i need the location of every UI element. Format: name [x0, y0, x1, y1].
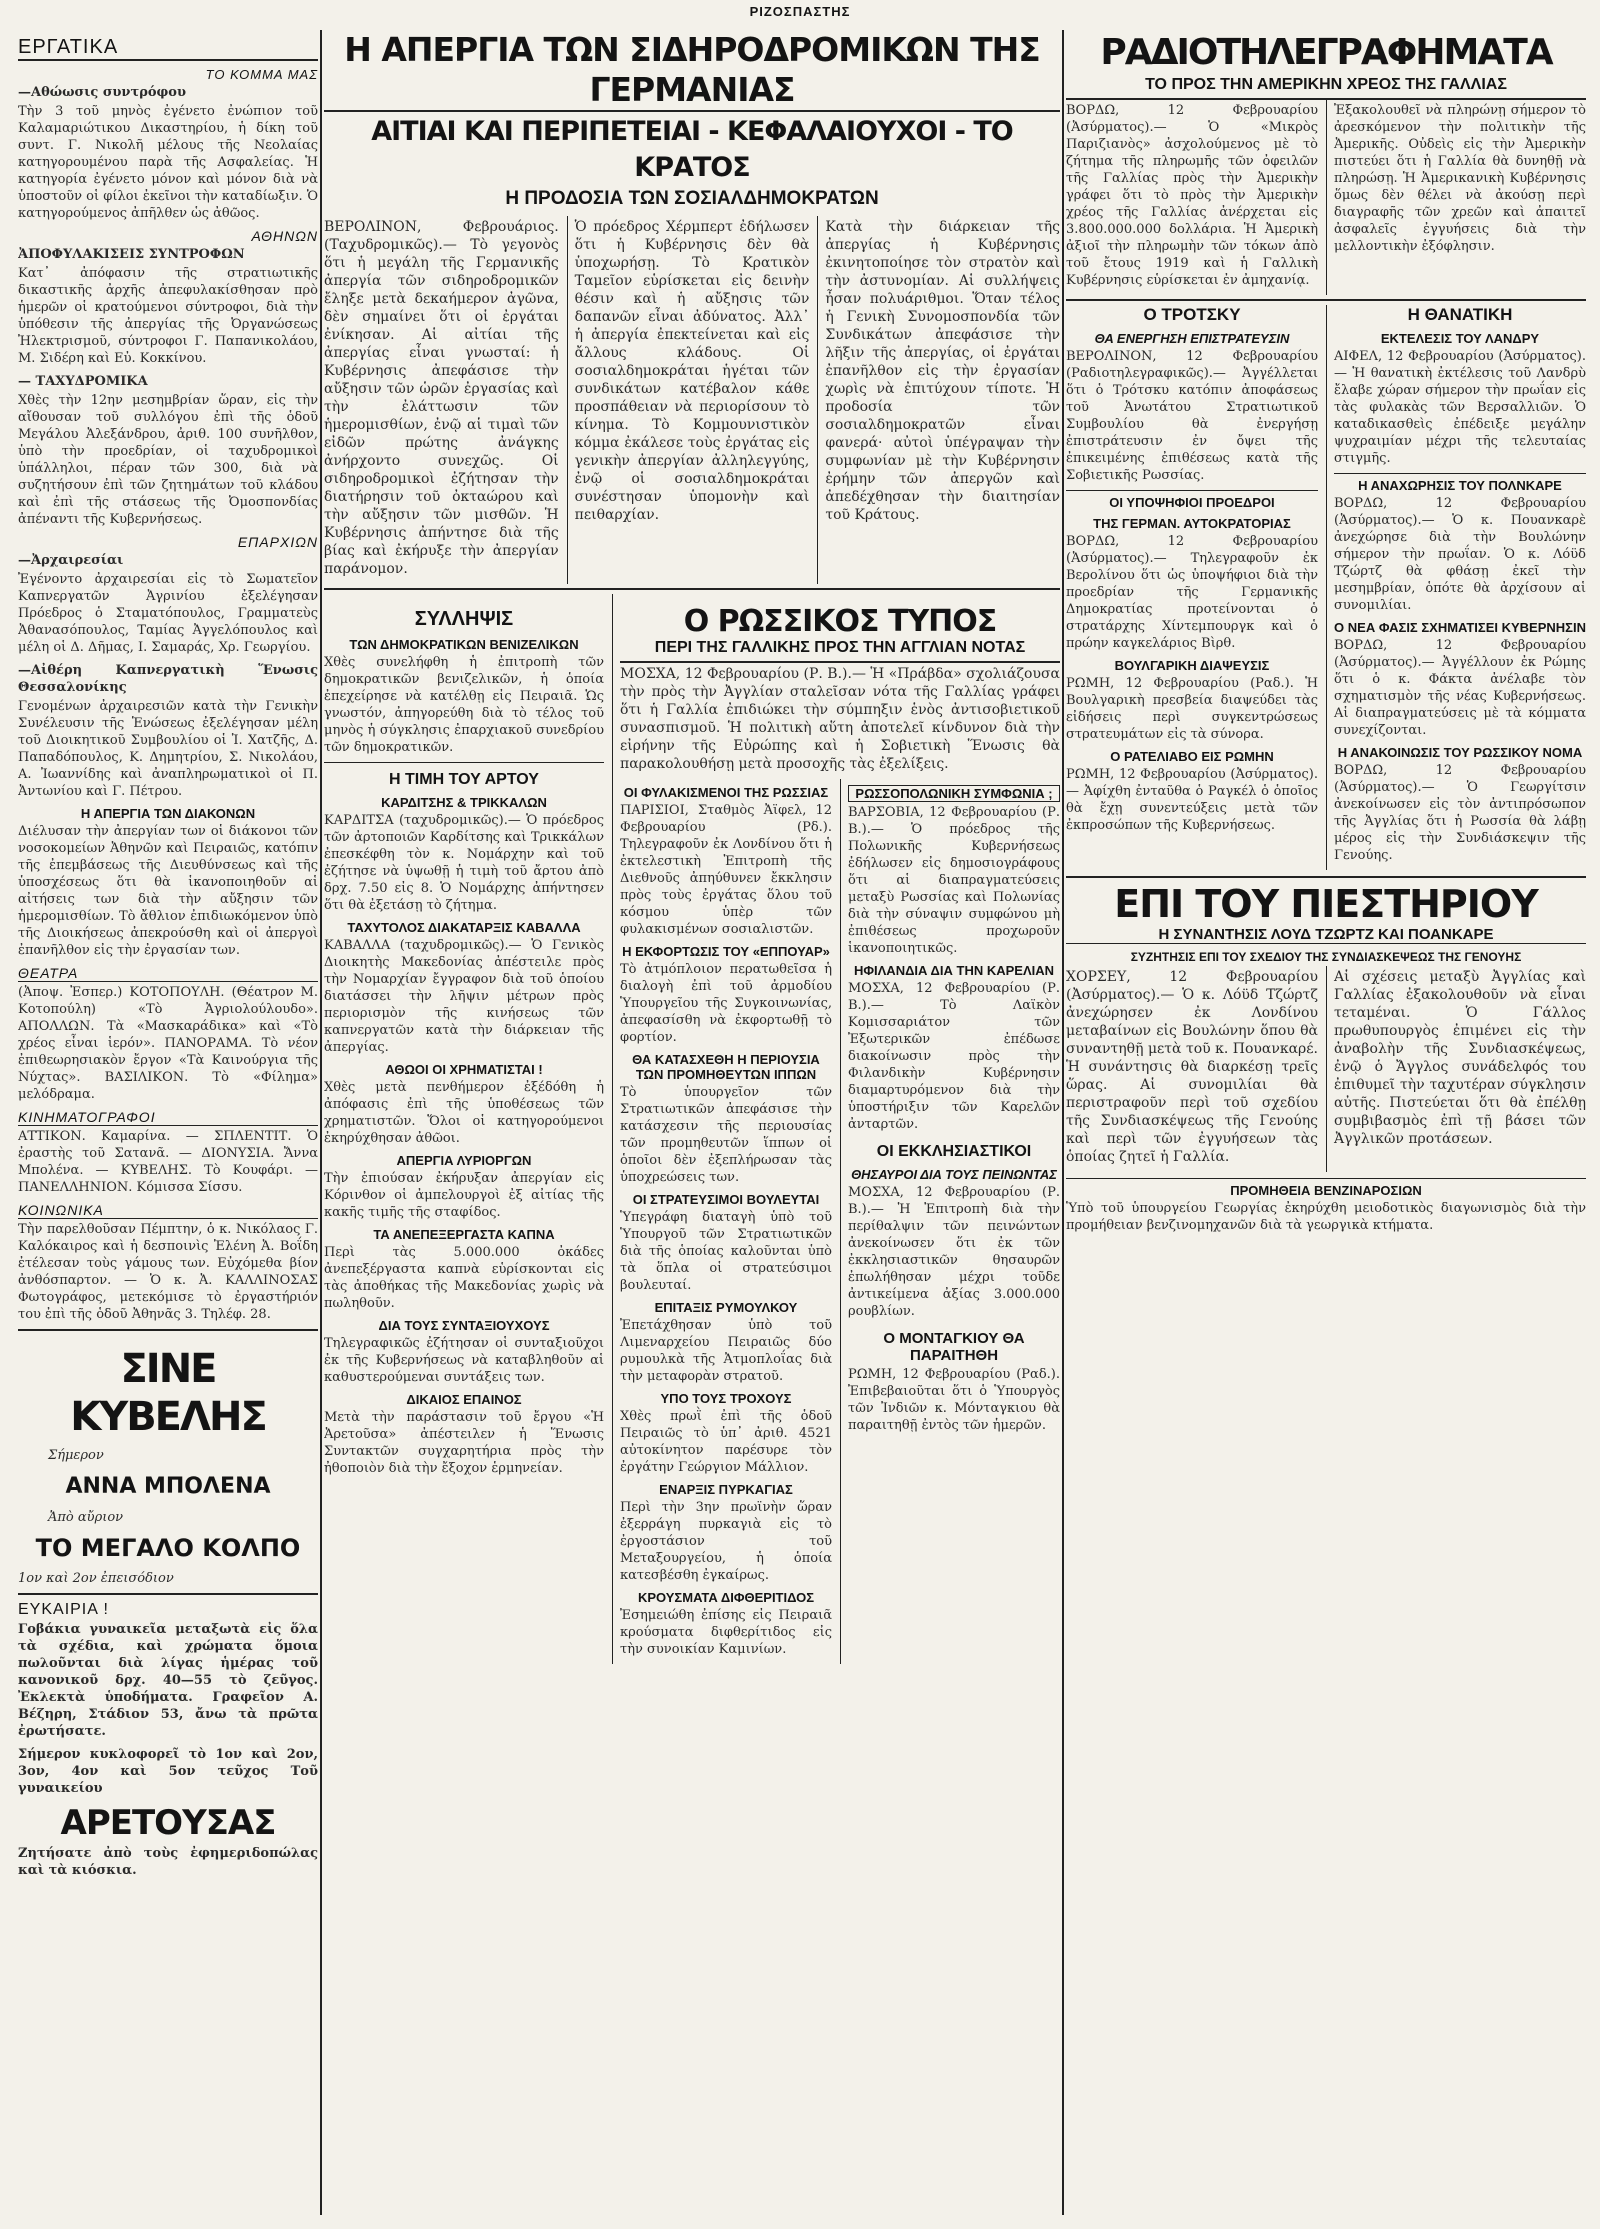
- article-text: Περὶ τὴν 3ην πρωϊνὴν ὥραν ἐξερράγη πυρκαγιὰ εἰς τὸ ἐργοστάσιον τοῦ Μεταξουργείου, ἡ ὁποία κατεσβέσθη ἐγκαίρως.: [620, 1500, 832, 1583]
- heading-epainos: ΔΙΚΑΙΟΣ ΕΠΑΙΝΟΣ: [406, 1392, 522, 1407]
- center-column: [324, 30, 1060, 2220]
- article-text: ΡΩΜΗ, 12 Φεβρουαρίου (Ραδ.). Ἐπιβεβαιοῦται ὅτι ὁ Ὑπουργὸς τῶν Ἰνδιῶν κ. Μόνταγκιου θὰ παραιτηθῇ ἐντὸς τῶν ἡμερῶν.: [848, 1367, 1060, 1433]
- article-text: ΧΟΡΣΕΥ, 12 Φεβρουαρίου (Ἀσύρματος).— Ὁ κ. Λόϋδ Τζώρτζ ἀνεχώρησεν ἐκ Λονδίνου μεταβαίνων εἰς Βουλώνην ὅπου θὰ συναντηθῇ μετὰ τοῦ κ. Πουανκαρέ. Ἡ συνάντησις θὰ διαρκέσῃ τρεῖς ὥρας. Αἱ συνομιλίαι θὰ περιστραφοῦν περὶ τοῦ σχεδίου τῆς Συνδιασκέψεως τῆς Γενούης καὶ περὶ τῶν ἐγγυήσεων τὰς ὁποίας ζητεῖ ἡ Γαλλία.: [1066, 969, 1318, 1165]
- article-text: ΚΑΡΔΙΤΣΑ (ταχυδρομικῶς).— Ὁ πρόεδρος τῶν ἀρτοποιῶν Καρδίτσης καὶ Τρικκάλων ἐπεσκέφθη τὸν κ. Νομάρχην καὶ τοῦ ἐζήτησε νὰ ὑψωθῇ ἡ τιμὴ τοῦ ἄρτου ἀπὸ δρχ. 7.50 εἰς 8. Ὁ Νομάρχης ἀπήντησεν ὅτι θὰ ἐξετάσῃ τὸ ζήτημα.: [324, 813, 604, 913]
- article-text: Ὁ πρόεδρος Χέρμπερτ ἐδήλωσεν ὅτι ἡ Κυβέρνησις δὲν θὰ ὑποχωρήσῃ. Τὸ Κρατικὸν Ταμεῖον εὑρίσκεται εἰς δεινὴν θέσιν καὶ ἡ αὔξησις τῶν δαπανῶν εἶναι ἀδύνατος. Ἀλλ᾽ ἡ ἀπεργία ἐπεκτείνεται καὶ εἰς ἄλλους κλάδους. Οἱ σοσιαλδημοκράται ἡγέται τῶν συνδικάτων κατέβαλον κάθε προσπάθειαν νὰ περιορίσουν τὸ κίνημα. Τὸ Κομμουνιστικὸν κόμμα ἐκάλεσε τοὺς ἐργάτας εἰς γενικὴν ἀπεργίαν ἀλληλεγγύης, ἐνῷ οἱ σοσιαλδημοκράται συνέστησαν ὑπομονὴν καὶ πειθαρχίαν.: [574, 219, 810, 523]
- article-text: Γοβάκια γυναικεῖα μεταξωτὰ εἰς ὅλα τὰ σχέδια, καὶ χρώματα ὅμοια πωλοῦνται διὰ λίγας ἡμέρας τοῦ κανονικοῦ δρχ. 40—55 τὸ ζεῦγος. Ἐκλεκτὰ ὑποδήματα. Γραφεῖον Α. Βέζηρη, Στάδιον 53, ἄνω τὰ πρῶτα ἐρωτήσατε.: [18, 1622, 318, 1739]
- article-text: ΚΑΒΑΛΛΑ (ταχυδρομικῶς).— Ὁ Γενικὸς Διοικητὴς Μακεδονίας ἀπέστειλε πρὸς τὴν Νομαρχίαν ἔγγραφον διὰ τοῦ ὁποίου διατάσσει τὴν λῆψιν μέτρων πρὸς περιορισμὸν τῆς κινήσεως τῶν καπνεργατῶν κατὰ τὴν διάρκειαν τῆς ἀπεργίας.: [324, 938, 604, 1055]
- heading-komma: ΤΟ ΚΟΜΜΑ ΜΑΣ: [205, 67, 318, 82]
- article-text: ΒΟΡΔΩ, 12 Φεβρουαρίου (Ἀσύρματος).— Ἀγγέλλουν ἐκ Ρώμης ὅτι ὁ κ. Φάκτα ἀνέλαβε τὸν σχηματισμὸν τῆς νέας Κυβερνήσεως. Αἱ διαπραγματεύσεις μὲ τὰ κόμματα συνεχίζονται.: [1334, 638, 1586, 738]
- article-text: Γενομένων ἀρχαιρεσιῶν κατὰ τὴν Γενικὴν Συνέλευσιν τῆς Ἑνώσεως ἐξελέγησαν μέλη τοῦ Διοικητικοῦ Συμβουλίου οἱ Ἰ. Χατζῆς, Δ. Παπαδόπουλος, Κ. Δημητρίου, Σ. Νικολάου, Α. Ἰωαννίδης καὶ ἀναπληρωματικοὶ οἱ Π. Ἀντωνίου καὶ Γ. Πέτρου.: [18, 699, 318, 799]
- subheading: ΤΗΣ ΓΕΡΜΑΝ. ΑΥΤΟΚΡΑΤΟΡΙΑΣ: [1093, 516, 1291, 531]
- heading-ekklisiastikoi: ΟΙ ΕΚΚΛΗΣΙΑΣΤΙΚΟΙ: [876, 1143, 1032, 1160]
- article-text: ΒΟΡΔΩ, 12 Φεβρουαρίου (Ἀσύρματος).— Ὁ κ. Πουανκαρὲ ἀνεχώρησε διὰ τὴν Βουλώνην σήμερον τὴν πρωΐαν. Ὁ κ. Λόϋδ Τζώρτζ θὰ φθάσῃ ἐκεῖ τὴν μεσημβρίαν, ὁπότε θὰ ἀρχίσουν αἱ συνομιλίαι.: [1334, 496, 1586, 613]
- divider: [324, 762, 604, 763]
- heading-thanatiki: Η ΘΑΝΑΤΙΚΗ: [1407, 305, 1513, 324]
- article-text: ΒΑΡΣΟΒΙΑ, 12 Φεβρουαρίου (Ρ. Β.).— Ὁ πρόεδρος τῆς Πολωνικῆς Κυβερνήσεως ἐδήλωσεν εἰς δημοσιογράφους ὅτι αἱ διαπραγματεύσεις μεταξὺ Ρωσσίας καὶ Πολωνίας διὰ τὴν σύναψιν συμφώνου μὴ ἐπιθέσεως προχωροῦν ἱκανοποιητικῶς.: [848, 805, 1060, 956]
- section-kinimatografoi: ΚΙΝΗΜΑΤΟΓΡΑΦΟΙ: [18, 1109, 318, 1126]
- article-text: ΡΩΜΗ, 12 Φεβρουαρίου (Ἀσύρματος).— Ἀφίχθη ἐνταῦθα ὁ Ραγκέλ ὁ ὁποῖος θὰ ἔχῃ συνεντεύξεις μετὰ τῶν ἐκπροσώπων τῆς Κυβερνήσεως.: [1066, 767, 1318, 833]
- cinema-ad-title: ΣΙΝΕ ΚΥΒΕΛΗΣ: [70, 1346, 266, 1440]
- article-text: ΡΩΜΗ, 12 Φεβρουαρίου (Ραδ.). Ἡ Βουλγαρικὴ πρεσβεία διαψεύδει τὰς εἰδήσεις περὶ συγκεντρώσεως στρατευμάτων εἰς τὰ σύνορα.: [1066, 676, 1318, 742]
- heading-rateliavo: Ο ΡΑΤΕΛΙΑΒΟ ΕΙΣ ΡΩΜΗΝ: [1110, 749, 1274, 764]
- article-text: Αἱ σχέσεις μεταξὺ Ἀγγλίας καὶ Γαλλίας ἐξακολουθοῦν νὰ εἶναι τεταμέναι. Ὁ Γάλλος πρωθυπουργὸς ἐπιμένει εἰς τὴν ἀναβολὴν τῆς Συνδιασκέψεως, ἐνῷ ὁ Ἄγγλος συνάδελφός του ἐπιθυμεῖ τὴν ταχυτέραν σύγκλησιν αὐτῆς. Πιστεύεται ὅτι θὰ ἐπέλθῃ συμβιβασμὸς ἐπὶ τῇ βάσει τῶν Ἀγγλικῶν προτάσεων.: [1334, 969, 1586, 1147]
- article-text: Τὸ ὑπουργεῖον τῶν Στρατιωτικῶν ἀπεφάσισε τὴν κατάσχεσιν τῆς περιουσίας τῶν προμηθευτῶν ἵππων οἱ ὁποῖοι δὲν ἐξεπλήρωσαν τὰς ὑποχρεώσεις των.: [620, 1085, 832, 1185]
- heading-athoi: ΑΘΩΟΙ ΟΙ ΧΡΗΜΑΤΙΣΤΑΙ !: [385, 1062, 543, 1077]
- article-text: ΠΑΡΙΣΙΟΙ, Σταθμὸς Ἀϊφελ, 12 Φεβρουαρίου (Ρδ.). Τηλεγραφοῦν ἐκ Λονδίνου ὅτι ἡ ἐκτελεστικὴ Ἐπιτροπὴ τῆς Διεθνοῦς ἀπηύθυνεν ἔκκλησιν πρὸς τοὺς ἐργάτας ὅλου τοῦ κόσμου ὑπὲρ τῶν φυλακισμένων σοσιαλιστῶν.: [620, 803, 832, 937]
- lower-center: [324, 594, 1060, 1664]
- article-text: ΒΟΡΔΩ, 12 Φεβρουαρίου (Ἀσύρματος).— Ὁ «Μικρὸς Παριζιανὸς» ἀσχολούμενος μὲ τὸ ζήτημα τῆς πληρωμῆς τῶν ὀφειλῶν τῆς Γαλλίας πρὸς τὴν Ἀμερικὴν γράφει ὅτι τὸ πρὸς τὴν Ἀμερικὴν χρέος τῆς Γαλλίας ἀνέρχεται εἰς 3.800.000.000 δολλάρια. Ἡ Ἀμερικὴ ἀξιοῖ τὴν πληρωμὴν τῶν τόκων ἀπὸ τοῦ ἔτους 1919 καὶ ἡ Γαλλικὴ Κυβέρνησις εὑρίσκεται ἐν ἀμηχανίᾳ.: [1066, 103, 1318, 288]
- article-text: ΒΟΡΔΩ, 12 Φεβρουαρίου (Ἀσύρματος).— Ὁ Γεωργίτσιν ἀνεκοίνωσεν εἰς τὸν ἀντιπρόσωπον τῆς Ἀγγλίας ὅτι ἡ Ρωσσία θὰ λάβῃ μέρος εἰς τὴν Συνδιάσκεψιν τῆς Γενούης.: [1334, 763, 1586, 863]
- amerika-article: [1066, 100, 1586, 295]
- cinema-ad-dates: 1ον καὶ 2ον ἐπεισόδιον: [18, 1571, 174, 1586]
- heading-ypopsifioi: ΟΙ ΥΠΟΨΗΦΙΟΙ ΠΡΟΕΔΡΟΙ: [1066, 490, 1318, 510]
- subheading: ΚΑΡΔΙΤΣΗΣ & ΤΡΙΚΚΑΛΩΝ: [381, 795, 547, 810]
- heading-piestirio: ΕΠΙ ΤΟΥ ΠΙΕΣΤΗΡΙΟΥ: [1114, 882, 1538, 926]
- article-text: ΜΟΣΧΑ, 12 Φεβρουαρίου (Ρ. Β.).— Ἡ «Πράβδα» σχολιάζουσα τὴν πρὸς τὴν Ἀγγλίαν σταλεῖσαν νότα τῆς Γαλλίας γράφει ὅτι ἡ Γαλλία ἐπιδιώκει τὴν σύμπηξιν ἑνὸς ἀντισοβιετικοῦ συνασπισμοῦ. Ἡ πολιτικὴ αὕτη ἀποτελεῖ κίνδυνον διὰ τὴν εἰρήνην τῆς Εὐρώπης καὶ ἡ Σοβιετικὴ Ἕνωσις θὰ παρακολουθήσῃ μετὰ προσοχῆς τὰς ἐξελίξεις.: [620, 666, 1060, 772]
- heading-promitheia: ΠΡΟΜΗΘΕΙΑ ΒΕΝΖΙΝΑΡΟΣΙΩΝ: [1066, 1178, 1586, 1198]
- article-text: ΜΟΣΧΑ, 12 Φεβρουαρίου (Ρ. Β.).— Ἡ Ἐπιτροπὴ διὰ τὴν περίθαλψιν τῶν πεινώντων ἀνεκοίνωσεν ὅτι ἐκ τῶν ἐκκλησιαστικῶν θησαυρῶν ἐπωλήθησαν μέχρι τοῦδε ἀντικείμενα ἀξίας 3.000.000 ρουβλίων.: [848, 1185, 1060, 1319]
- heading-eparchion: ΕΠΑΡΧΙΩΝ: [237, 534, 318, 550]
- heading-syntaxiouchoi: ΔΙΑ ΤΟΥΣ ΣΥΝΤΑΞΙΟΥΧΟΥΣ: [378, 1318, 550, 1333]
- heading-syllipsis: ΣΥΛΛΗΨΙΣ: [414, 608, 514, 630]
- heading-montagou: Ο ΜΟΝΤΑΓΚΙΟΥ ΘΑ ΠΑΡΑΙΤΗΘΗ: [883, 1330, 1025, 1364]
- heading-strateusimoi: ΟΙ ΣΤΡΑΤΕΥΣΙΜΟΙ ΒΟΥΛΕΥΤΑΙ: [632, 1192, 820, 1207]
- article-text: Χθὲς τὴν 12ην μεσημβρίαν ὥραν, εἰς τὴν αἴθουσαν τοῦ συλλόγου ἐπὶ τῆς ὁδοῦ Μεγάλου Ἀλεξάνδρου, ἀριθ. 100 συνῆλθον, ὑπὸ τὴν προεδρίαν, οἱ ταχυδρομικοὶ ὑπάλληλοι, πέραν τῶν 300, διὰ νὰ συζητήσουν ἐπὶ τῶν ζητημάτων τοῦ κλάδου καὶ ἐπὶ τῆς στάσεως τῆς Ὀμοσπονδίας ἀπέναντι τῆς Κυβερνήσεως.: [18, 393, 318, 527]
- article-text: ΜΟΣΧΑ, 12 Φεβρουαρίου (Ρ. Β.).— Τὸ Λαϊκὸν Κομισσαριάτον τῶν Ἐξωτερικῶν ἐπέδωσε διακοίνωσιν πρὸς τὴν Φιλανδικὴν Κυβέρνησιν διαμαρτυρόμενον διὰ τὴν ὑποστήριξιν τῶν Καρελῶν ἀνταρτῶν.: [848, 981, 1060, 1132]
- right-lower: [1066, 305, 1586, 870]
- heading-eykairia: ΕΥΚΑΙΡΙΑ !: [18, 1601, 109, 1618]
- subheading: — ΤΑΧΥΔΡΟΜΙΚΑ: [18, 374, 148, 389]
- subheading: —Αἰθέρη Καπνεργατικὴ Ἕνωσις Θεσσαλονίκης: [18, 663, 318, 695]
- heading-trochoi: ΥΠΟ ΤΟΥΣ ΤΡΟΧΟΥΣ: [660, 1391, 792, 1406]
- subheading: ΣΥΖΗΤΗΣΙΣ ΕΠΙ ΤΟΥ ΣΧΕΔΙΟΥ ΤΗΣ ΣΥΝΔΙΑΣΚΕΨΕΩΣ ΤΗΣ ΓΕΝΟΥΗΣ: [1130, 950, 1522, 964]
- article-text: Χθὲς μετὰ πενθήμερον ἐξέδόθη ἡ ἀπόφασις ἐπὶ τῆς ὑποθέσεως τῶν χρηματιστῶν. Ὅλοι οἱ κατηγορούμενοι ἐκηρύχθησαν ἀθῶοι.: [324, 1080, 604, 1146]
- article-text: ΑΤΤΙΚΟΝ. Καμαρίνα. — ΣΠΛΕΝΤΙΤ. Ὁ ἐραστὴς τοῦ Σατανᾶ. — ΔΙΟΝΥΣΙΑ. Ἄννα Μπολένα. — ΚΥΒΕΛΗΣ. Τὸ Κουφάρι. — ΠΑΝΕΛΛΗΝΙΟΝ. Κόμισσα Σίσσυ.: [18, 1129, 318, 1195]
- article-text: ΑΙΦΕΛ, 12 Φεβρουαρίου (Ἀσύρματος).— Ἡ θανατικὴ ἐκτέλεσις τοῦ Λανδρὺ ἔλαβε χώραν σήμερον τὴν πρωΐαν εἰς τὰς φυλακὰς τῶν Βερσαλλιῶν. Ὁ καταδικασθεὶς ἐπέδειξε μεγάλην ψυχραιμίαν μέχρι τῆς τελευταίας στιγμῆς.: [1334, 349, 1586, 466]
- subheading: ΤΟ ΠΡΟΣ ΤΗΝ ΑΜΕΡΙΚΗΝ ΧΡΕΟΣ ΤΗΣ ΓΑΛΛΙΑΣ: [1066, 76, 1586, 100]
- subheading: ἈΠΟΦΥΛΑΚΙΣΕΙΣ ΣΥΝΤΡΟΦΩΝ: [18, 247, 245, 262]
- heading-filandia: ΗΦΙΛΑΝΔΙΑ ΔΙΑ ΤΗΝ ΚΑΡΕΛΙΑΝ: [853, 963, 1055, 978]
- main-article: [324, 216, 1060, 584]
- left-column: [18, 30, 318, 2220]
- heading-epitaxis: ΕΠΙΤΑΞΙΣ ΡΥΜΟΥΛΚΟΥ: [654, 1300, 798, 1315]
- piestirio-columns: [1066, 966, 1586, 1172]
- article-text: Χθὲς πρωῒ ἐπὶ τῆς ὁδοῦ Πειραιῶς τὸ ὑπ᾽ ἀριθ. 4521 αὐτοκίνητον παρέσυρε τὸν ἐργάτην Γεώργιον Μάλλιον.: [620, 1409, 832, 1475]
- article-text: ΒΟΡΔΩ, 12 Φεβρουαρίου (Ἀσύρματος).— Τηλεγραφοῦν ἐκ Βερολίνου ὅτι ὡς ὑποψήφιοι διὰ τὴν προεδρίαν τῆς Γερμανικῆς Δημοκρατίας προτείνονται ὁ στρατάρχης Χίντεμπουργκ καὶ ὁ πρώην καγκελάριος Βὶρθ.: [1066, 534, 1318, 651]
- subheading: —Ἀρχαιρεσίαι: [18, 553, 124, 568]
- divider: [324, 588, 1060, 590]
- heading-katasxesi: ΘΑ ΚΑΤΑΣΧΕΘΗ Η ΠΕΡΙΟΥΣΙΑ ΤΩΝ ΠΡΟΜΗΘΕΥΤΩΝ ΙΠΠΩΝ: [632, 1052, 820, 1082]
- heading-anachoreseis: Η ΑΝΑΧΩΡΗΣΙΣ ΤΟΥ ΠΟΛΝΚΑΡΕ: [1334, 473, 1586, 493]
- heading-nea-fasis: Ο ΝΕΑ ΦΑΣΙΣ ΣΧΗΜΑΤΙΣΕΙ ΚΥΒΕΡΝΗΣΙΝ: [1334, 620, 1586, 635]
- cinema-ad-today: Σήμερον: [48, 1448, 104, 1463]
- article-text: ΒΕΡΟΛΙΝΟΝ, Φεβρουάριος. (Ταχυδρομικῶς).— Τὸ γεγονὸς ὅτι ἡ μεγάλη τῆς Γερμανικῆς ἀπεργία τῶν σιδηροδρομικῶν ἔληξε μετὰ δεκαήμερον ἀγῶνα, δὲν σημαίνει ὅτι οἱ ἐργάται ἐνίκησαν. Αἱ αἰτίαι τῆς ἀπεργίας εἶναι γνωσταί: ἡ Κυβέρνησις ἀπεφάσισε τὴν αὔξησιν τῶν ὡρῶν ἐργασίας καὶ τὴν ἐλάττωσιν τῶν ἡμερομισθίων, ἐνῷ αἱ τιμαὶ τῶν εἰδῶν πρώτης ἀνάγκης ἀνήρχοντο συνεχῶς. Οἱ σιδηροδρομικοὶ ἐζήτησαν τὴν διατήρησιν τοῦ ὀκταώρου καὶ τὴν αὔξησιν τῶν μισθῶν. Ἡ Κυβέρνησις ἀπήντησε διὰ τῆς βίας καὶ ἐκήρυξε τὴν ἀπεργίαν παράνομον.: [324, 219, 559, 577]
- divider: [18, 1329, 318, 1331]
- cinema-ad-film: ΤΟ ΜΕΓΑΛΟ ΚΟΛΠΟ: [35, 1534, 301, 1562]
- cinema-ad-film: ΑΝΝΑ ΜΠΟΛΕΝΑ: [65, 1474, 271, 1499]
- article-text: Ζητήσατε ἀπὸ τοὺς ἐφημεριδοπώλας καὶ τὰ κιόσκια.: [18, 1846, 318, 1878]
- subheading: ΘΗΣΑΥΡΟΙ ΔΙΑ ΤΟΥΣ ΠΕΙΝΩΝΤΑΣ: [851, 1167, 1057, 1182]
- article-text: Τὴν ἐπιούσαν ἐκήρυξαν ἀπεργίαν εἰς Κόρινθον οἱ ἀμπελουργοὶ ἐξ αἰτίας τῆς κακῆς τιμῆς τῆς σταφίδος.: [324, 1171, 604, 1220]
- column-rule: [320, 30, 322, 2215]
- heading-kavala: ΤΑΧΥΤΟΛΟΣ ΔΙΑΚΑΤΑΡΞΙΣ ΚΑΒΑΛΛΑ: [347, 920, 581, 935]
- heading-diakonon: Η ΑΠΕΡΓΙΑ ΤΩΝ ΔΙΑΚΟΝΩΝ: [80, 806, 256, 821]
- article-text: Τηλεγραφικῶς ἐζήτησαν οἱ συνταξιοῦχοι ἐκ τῆς Κυβερνήσεως νὰ καταβληθοῦν αἱ καθυστερούμεναι συντάξεις των.: [324, 1336, 604, 1385]
- divider: [18, 1593, 318, 1595]
- article-text: Ἐξακολουθεῖ νὰ πληρώνῃ σήμερον τὸ ἀρεσκόμενον τὴν πολιτικὴν τῆς Ἀμερικῆς. Οὐδεὶς εἰς τὴν Ἀμερικὴν πιστεύει ὅτι ἡ Γαλλία θὰ δυνηθῇ νὰ πληρώσῃ. Ἡ Ἀμερικανικὴ Κυβέρνησις ὅμως δὲν θέλει νὰ ἀκούσῃ περὶ διαγραφῆς τῶν χρεῶν καὶ ἀπαιτεῖ ἀσφαλεῖς ἐγγυήσεις διὰ τὴν μελλοντικὴν ἐξόφλησιν.: [1334, 103, 1586, 254]
- article-text: Τὸ ἀτμόπλοιον περατωθεῖσα ἡ διαλογὴ ἐπὶ τοῦ ἀρμοδίου Ὑπουργεῖου τῆς Συγκοινωνίας, ἀπεφασίσθη νὰ ἐκφορτωθῇ τὸ φορτίον.: [620, 962, 832, 1045]
- heading-fylakismenoi: ΟΙ ΦΥΛΑΚΙΣΜΕΝΟΙ ΤΗΣ ΡΩΣΣΙΑΣ: [623, 785, 829, 800]
- heading-krousmata: ΚΡΟΥΣΜΑΤΑ ΔΙΦΘΕΡΙΤΙΔΟΣ: [637, 1590, 815, 1605]
- subheading: ΤΩΝ ΔΗΜΟΚΡΑΤΙΚΩΝ ΒΕΝΙΖΕΛΙΚΩΝ: [349, 637, 579, 652]
- article-text: Ἐπετάχθησαν ὑπὸ τοῦ Λιμεναρχείου Πειραιῶς δύο ρυμουλκὰ τῆς Ἀτμοπλοΐας διὰ τὴν μεταφορὰν στρατοῦ.: [620, 1318, 832, 1384]
- article-text: Ὑπεγράφη διαταγὴ ὑπὸ τοῦ Ὑπουργοῦ τῶν Στρατιωτικῶν διὰ τῆς ὁποίας καλοῦνται ὑπὸ τὰ ὅπλα οἱ στρατεύσιμοι βουλευταί.: [620, 1210, 832, 1293]
- article-text: Ἐσημειώθη ἐπίσης εἰς Πειραιᾶ κρούσματα διφθερίτιδος εἰς τὴν συνοικίαν Καμινίων.: [620, 1608, 832, 1657]
- article-text: Τὴν 3 τοῦ μηνὸς ἐγένετο ἐνώπιον τοῦ Καλαμαριώτικου Δικαστηρίου, ἡ δίκη τοῦ συντ. Γ. Νικολῆ μέλους τῆς Νεολαίας κατηγορουμένου παρὰ τῆς Ασφαλείας. Ἡ κατηγορία ἐγένετο μόνον καὶ μόνον διὰ νὰ ὑποστοῦν οἱ φίλοι ἐκεῖνοι τὴν καταδίωξιν. Ὁ κατηγορούμενος ἀπῆλθεν ὡς ἀθῶος.: [18, 104, 318, 221]
- heading-ekfortosis: Η ΕΚΦΟΡΤΩΣΙΣ ΤΟΥ «ΕΠΠΟΥΑΡ»: [622, 944, 830, 959]
- heading-trotski: Ο ΤΡΟΤΣΚΥ: [1143, 305, 1241, 324]
- subheading: ΠΕΡΙ ΤΗΣ ΓΑΛΛΙΚΗΣ ΠΡΟΣ ΤΗΝ ΑΓΓΛΙΑΝ ΝΟΤΑΣ: [620, 639, 1060, 663]
- heading-apergia: ΑΠΕΡΓΙΑ ΛΥΡΙΟΡΓΩΝ: [396, 1153, 532, 1168]
- heading-kapna: ΤΑ ΑΝΕΠΕΞΕΡΓΑΣΤΑ ΚΑΠΝΑ: [373, 1227, 555, 1242]
- heading-voulgariki: ΒΟΥΛΓΑΡΙΚΗ ΔΙΑΨΕΥΣΙΣ: [1114, 658, 1270, 673]
- article-text: Τὴν παρελθοῦσαν Πέμπτην, ὁ κ. Νικόλαος Γ. Καλόκαιρος καὶ ἡ δεσποινὶς Ἐλένη Ἀ. Βοΐδη ἐτέλεσαν τοὺς γάμους των. Εὐχόμεθα βίον ἀνθόσπαρτον. — Ὁ κ. Ἀ. ΚΑΛΛΙΝΟΣΑΣ Φωτογράφος, μετεκόμισε τὸ ἐργαστήριόν του ἐπὶ τῆς ὁδοῦ Ἀθηνᾶς 3. Τηλέφ. 28.: [18, 1222, 318, 1322]
- section-koinonika: ΚΟΙΝΩΝΙΚΑ: [18, 1202, 318, 1219]
- subheading: ΕΚΤΕΛΕΣΙΣ ΤΟΥ ΛΑΝΔΡΥ: [1380, 331, 1540, 346]
- cinema-ad-tomorrow: Ἀπὸ αὔριον: [48, 1510, 124, 1525]
- article-text: ΒΕΡΟΛΙΝΟΝ, 12 Φεβρουαρίου (Ραδιοτηλεγραφικῶς).— Ἀγγέλλεται ὅτι ὁ Τρότσκυ κατόπιν ἀποφάσεως τοῦ Ἀνωτάτου Στρατιωτικοῦ Συμβουλίου θὰ ἐνεργήσῃ ἐπιστράτευσιν ἐν ὄψει τῆς ἐπικειμένης ἐπιθέσεως κατὰ τῆς Σοβιετικῆς Ρωσσίας.: [1066, 349, 1318, 483]
- piestirio-article: [1066, 876, 1586, 1234]
- main-subheadline-2: Η ΠΡΟΔΟΣΙΑ ΤΩΝ ΣΟΣΙΑΛΔΗΜΟΚΡΑΤΩΝ: [505, 188, 879, 209]
- article-text: Κατ᾽ ἀπόφασιν τῆς στρατιωτικῆς δικαστικῆς ἀρχῆς ἀπεφυλακίσθησαν πρὸ ἡμερῶν οἱ κρατούμενοι σύντροφοι, διὰ τὴν ὑπόθεσιν τῆς ἀπεργίας τῆς Ὀργανώσεως Ἠλεκτρισμοῦ, σύντροφοι Γ. Παπανικολάου, Μ. Σιδέρη καὶ Εὐ. Κοκκίνου.: [18, 266, 318, 366]
- heading-rossopolonik: ΡΩΣΣΟΠΟΛΩΝΙΚΗ ΣΥΜΦΩΝΙΑ ;: [848, 785, 1060, 802]
- article-text: (Ἀποψ. Ἐσπερ.) ΚΟΤΟΠΟΥΛΗ. (Θέατρον Μ. Κοτοπούλη) «Τὸ Ἀγριολούλουδο». ΑΠΟΛΛΩΝ. Τὰ «Μασκαράδικα» καὶ «Τὸ χρέος εἶναι ἱερόν». ΠΑΝΟΡΑΜΑ. Τὸ νέον ἐπιθεωρησιακὸν ἔργον «Τὰ Καινούργια τῆς Νύχτας». ΒΑΣΙΛΙΚΟΝ. Τὸ «Φίλημα» μελόδραμα.: [18, 985, 318, 1102]
- article-text: Περὶ τὰς 5.000.000 ὀκάδες ἀνεπεξέργαστα καπνὰ εὑρίσκονται εἰς τὰς ἀποθήκας τῆς Μακεδονίας χωρὶς νὰ πωληθοῦν.: [324, 1245, 604, 1311]
- masthead-runner: ΡΙΖΟΣΠΑΣΤΗΣ: [749, 4, 851, 19]
- aretousa-ad-title: ΑΡΕΤΟΥΣΑΣ: [60, 1803, 276, 1843]
- section-ergatika: ΕΡΓΑΤΙΚΑ: [18, 36, 318, 61]
- heading-athinon: ΑΘΗΝΩΝ: [251, 228, 318, 244]
- subheading: ΘΑ ΕΝΕΡΓΗΣΗ ΕΠΙΣΤΡΑΤΕΥΣΙΝ: [1094, 331, 1290, 346]
- article-text: Διέλυσαν τὴν ἀπεργίαν των οἱ διάκονοι τῶν νοσοκομείων Ἀθηνῶν καὶ Πειραιῶς, κατόπιν τῆς ἐπεμβάσεως τῆς Διευθύνσεως καὶ τῆς ὑποσχέσεως ὅτι θὰ ἱκανοποιηθοῦν αἱ αἰτήσεις των διὰ τὴν αὔξησιν τῶν ἡμερομισθίων. Τὸ ἄθλιον ἐπιδιωκόμενον ὑπὸ τῆς Διοικήσεως ἀπεκρούσθη καὶ οἱ ἀπεργοὶ ἐπανῆλθον εἰς τὴν ἐργασίαν των.: [18, 824, 318, 958]
- heading-anakoinosis: Η ΑΝΑΚΟΙΝΩΣΙΣ ΤΟΥ ΡΩΣΣΙΚΟΥ ΝΟΜΑ: [1337, 745, 1583, 760]
- article-text: Μετὰ τὴν παράστασιν τοῦ ἔργου «Ἡ Ἀρετοῦσα» ἀπέστειλεν ἡ Ἕνωσις Συντακτῶν συγχαρητήρια πρὸς τὴν ἠθοποιὸν διὰ τὴν ἔξοχον ἑρμηνείαν.: [324, 1410, 604, 1476]
- subheading: —Αθώωσις συντρόφου: [18, 85, 186, 100]
- article-text: Κατὰ τὴν διάρκειαν τῆς ἀπεργίας ἡ Κυβέρνησις ἐκινητοποίησε τὸν στρατὸν καὶ τὴν ἀστυνομίαν. Αἱ συλλήψεις ἦσαν πολυάριθμοι. Ὅταν τέλος ἡ Γενικὴ Συνομοσπονδία τῶν Συνδικάτων ἀπεφάσισε τὴν λῆξιν τῆς ἀπεργίας, οἱ ἐργάται ἐπανῆλθον εἰς τὴν ἐργασίαν χωρὶς νὰ ἐπιτύχουν τίποτε. Ἡ προδοσία τῶν σοσιαλδημοκρατῶν εἶναι φανερά· αὐτοὶ ὑπέγραψαν τὴν συμφωνίαν μὲ τὴν Κυβέρνησιν ἐρήμην τῶν ἀπεργῶν καὶ ἀπεδέχθησαν τὴν διαιτησίαν τοῦ Κράτους.: [825, 219, 1060, 523]
- article-text: Ὑπὸ τοῦ ὑπουργείου Γεωργίας ἐκηρύχθη μειοδοτικὸς διαγωνισμὸς διὰ τὴν προμήθειαν βενζινομηχανῶν διὰ τὰ γεωργικὰ κτήματα.: [1066, 1201, 1586, 1233]
- article-text: Ἐγένοντο ἀρχαιρεσίαι εἰς τὸ Σωματεῖον Καπνεργατῶν Ἀγρινίου ἐξελέγησαν Πρόεδρος ὁ Σταματόπουλος, Γραμματεὺς Ἀθανασόπουλος, Ταμίας Ἀγγελόπουλος καὶ μέλη οἱ Δ. Δῆμας, Ι. Σαμαράς, Χρ. Γεωργίου.: [18, 572, 318, 655]
- right-column: [1066, 30, 1586, 2220]
- subheading: Η ΣΥΝΑΝΤΗΣΙΣ ΛΟΥΔ ΤΖΩΡΤΖ ΚΑΙ ΠΟΑΝΚΑΡΕ: [1066, 926, 1586, 944]
- main-headline: Η ΑΠΕΡΓΙΑ ΤΩΝ ΣΙΔΗΡΟΔΡΟΜΙΚΩΝ ΤΗΣ ΓΕΡΜΑΝΙΑΣ: [324, 30, 1060, 112]
- main-subheadline: ΑΙΤΙΑΙ ΚΑΙ ΠΕΡΙΠΕΤΕΙΑΙ - ΚΕΦΑΛΑΙΟΥΧΟΙ - ΤΟ ΚΡΑΤΟΣ: [371, 116, 1013, 183]
- article-text: Χθὲς συνελήφθη ἡ ἐπιτροπὴ τῶν δημοκρατικῶν βενιζελικῶν, ἡ ὁποία ἐπεχείρησε νὰ κατέλθῃ εἰς Πειραιᾶ. Ὡς γνωστόν, ἀπηγορεύθη διὰ τὸ τέλος τοῦ μηνὸς ἡ σύγκλησις ἐπαρχιακοῦ συνεδρίου τῶν δημοκρατικῶν.: [324, 655, 604, 755]
- column-rule: [1062, 30, 1064, 2215]
- lower-center-split: [620, 779, 1060, 1664]
- heading-timi: Η ΤΙΜΗ ΤΟΥ ΑΡΤΟΥ: [389, 771, 539, 788]
- heading-rossikos: Ο ΡΩΣΣΙΚΟΣ ΤΥΠΟΣ: [683, 604, 997, 639]
- section-theatra: ΘΕΑΤΡΑ: [18, 965, 318, 982]
- divider: [1066, 299, 1586, 301]
- heading-radiotilegrafimata: ΡΑΔΙΟΤΗΛΕΓΡΑΦΗΜΑΤΑ: [1100, 32, 1552, 73]
- heading-pyrkagia: ΕΝΑΡΞΙΣ ΠΥΡΚΑΓΙΑΣ: [659, 1482, 793, 1497]
- article-text: Σήμερον κυκλοφορεῖ τὸ 1ον καὶ 2ον, 3ον, 4ον καὶ 5ον τεῦχος Τοῦ γυναικείου: [18, 1747, 318, 1796]
